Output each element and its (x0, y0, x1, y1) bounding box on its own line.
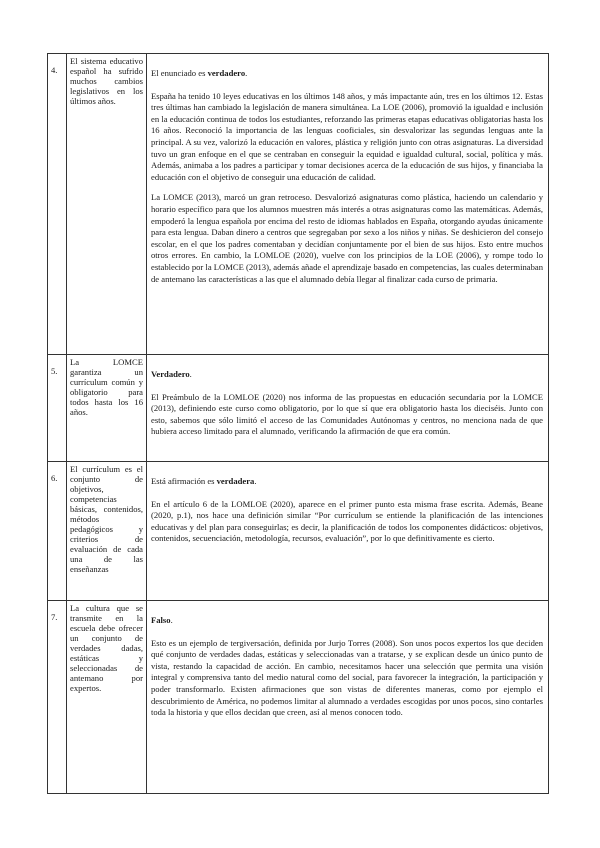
table-row (48, 355, 549, 462)
statement-cell (67, 54, 147, 355)
verdict-line (151, 369, 543, 381)
answer-paragraph: La LOMCE (2013), marcó un gran retroceso. Desvalorizó asignaturas como plástica, haciendo un calendario y horario específico para que los alumnos muestren más interés a otras asignaturas como las matemáticas. Además, empoderó la lengua española por encima del resto de idiomas hablados en España, otorgando ayudas únicamente para esta lengua. Daban dinero a centros que segregaban por sexo a los niños y niñas. Se deshicieron del consejo escolar, en el que los padres comentaban y decidían conjuntamente por el bien de sus hijos. Esto entre muchos otros errores. En cambio, la LOMLOE (2020), vuelve con los principios de la LOE (2006), y rompe todo lo establecido por la LOMCE (2013), además añade el aprendizaje basado en competencias, las cuales determinaban de antemano las características a las que el alumnado debía llegar al finalizar cada curso de primaria. (151, 192, 543, 284)
statement-text: La LOMCE garantiza un currículum común y obligatorio para todos hasta los 16 años. (70, 357, 143, 417)
table-row (48, 462, 549, 601)
true-false-table (47, 53, 549, 794)
row-number-cell (48, 355, 67, 462)
verdict-prefix: El enunciado es (151, 68, 208, 78)
statement-cell (67, 462, 147, 601)
verdict-word: verdadera (216, 476, 255, 486)
verdict-line (151, 68, 543, 80)
answer-cell (147, 601, 549, 794)
verdict-suffix: . (254, 476, 257, 486)
verdict-line (151, 615, 543, 627)
verdict-word: verdadero (207, 68, 246, 78)
row-number-cell (48, 462, 67, 601)
answer-paragraph: Esto es un ejemplo de tergiversación, definida por Jurjo Torres (2008). Son unos pocos expertos los que deciden qué conjunto de verdades dadas, estáticas y seleccionadas van a tratarse, y se explican desde un único punto de vista, restando la capacidad de acción. En cambio, necesitamos hacer una selección que permita una visión integral y comprensiva tanto del medio natural como del social, para favorecer la integración, la participación y poder transformarlo. Existen afirmaciones que son vistas de diferentes maneras, como por ejemplo el descubrimiento de América, no podemos limitar al alumnado a verdades escogidas por unos pocos, sino contarles toda la historia y que ellos decidan que creen, así al menos conocen todo. (151, 637, 543, 718)
verdict-suffix: . (170, 615, 173, 625)
statement-cell (67, 601, 147, 794)
answer-cell (147, 355, 549, 462)
row-number: 5. (51, 366, 58, 376)
table-row (48, 54, 549, 355)
statement-text: El currículum es el conjunto de objetivos, competencias básicas, contenidos, métodos pedagógicos y criterios de evaluación de cada una de las enseñanzas (70, 464, 143, 574)
answer-paragraph: El Preámbulo de la LOMLOE (2020) nos informa de las propuestas en educación secundaria por la LOMCE (2013), definiendo este curso como obligatorio, por lo que sí que era obligatorio hasta los dieciséis. Junto con esto, sabemos que sólo limitó el acceso de las Comunidades Autónomas y centros, no menciona nada de que hubiera acceso limitado para el alumnado, verificando la afirmación de que era común. (151, 391, 543, 437)
verdict-suffix: . (245, 68, 248, 78)
row-number-cell (48, 54, 67, 355)
statement-text: La cultura que se transmite en la escuela debe ofrecer un conjunto de verdades dadas, estáticas y seleccionadas de antemano por expertos. (70, 603, 143, 693)
verdict-word: Verdadero (151, 369, 190, 379)
verdict-word: Falso (151, 615, 171, 625)
verdict-prefix: Está afirmación es (151, 476, 217, 486)
statement-cell (67, 355, 147, 462)
answer-paragraph: España ha tenido 10 leyes educativas en los últimos 148 años, y más impactante aún, tres en los últimos 12. Estas tres últimas han cambiado la legislación de manera simultánea. La LOE (2006), promovió la igualdad e inclusión en la educación continua de todos los estudiantes, reforzando las primeras etapas educativas obligatorias hasta los 16 años. Reconoció la importancia de las lenguas cooficiales, sin desvalorizar las segundas lenguas ante la principal. A su vez, valorizó la educación en valores, plástica y religión junto con otras asignaturas. La diversidad tuvo un gran enfoque en el que se centraban en conseguir la equidad e igualdad cultural, social, política y más. Además, animaba a los padres a participar y tomar decisiones acerca de la educación de sus hijos, y financiaba la educación con el objetivo de conseguir una educación de calidad. (151, 90, 543, 182)
verdict-suffix: . (189, 369, 192, 379)
row-number: 6. (51, 473, 58, 483)
row-number-cell (48, 601, 67, 794)
table-row (48, 601, 549, 794)
answer-paragraph: En el artículo 6 de la LOMLOE (2020), aparece en el primer punto esta misma frase escrita. Además, Beane (2020, p.1), nos hace una definición similar “Por currículum se entiende la planificación de las intenciones educativas y del plan para conseguirlas; es decir, la planificación de todos los componentes didácticos: objetivos, contenidos, secuenciación, metodología, recursos, evaluación”, por lo que definitivamente es cierto. (151, 498, 543, 544)
answer-cell (147, 462, 549, 601)
verdict-line (151, 476, 543, 488)
row-number: 7. (51, 612, 58, 622)
answer-cell (147, 54, 549, 355)
statement-text: El sistema educativo español ha sufrido muchos cambios legislativos en los últimos años. (70, 56, 143, 106)
row-number: 4. (51, 65, 58, 75)
